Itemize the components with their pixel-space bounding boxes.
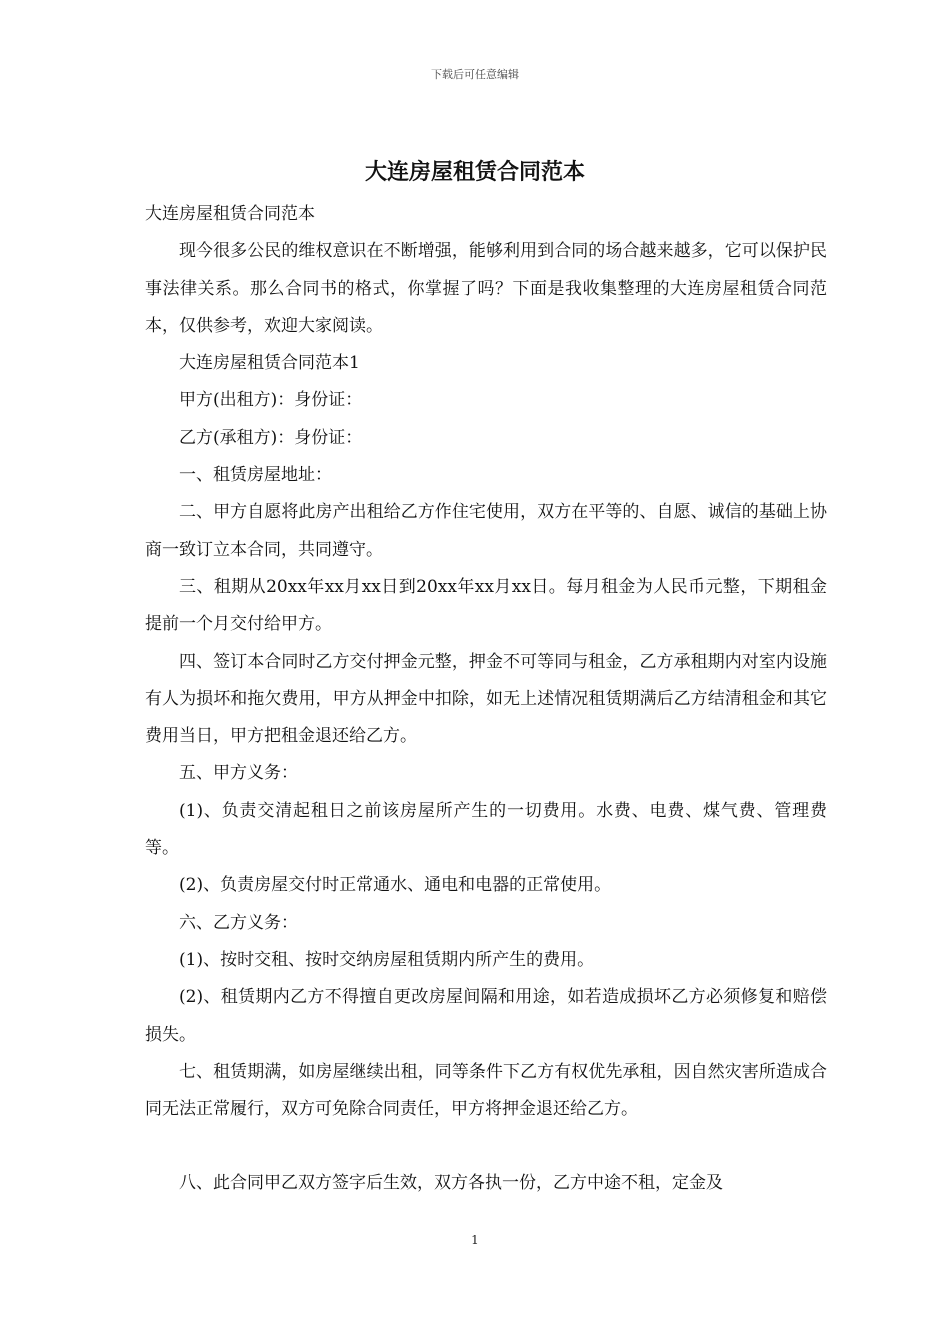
intro-paragraph: 现今很多公民的维权意识在不断增强，能够利用到合同的场合越来越多，它可以保护民事法律关系。那么合同书的格式，你掌握了吗？下面是我收集整理的大连房屋租赁合同范本，仅供参考，欢迎大家阅读。 [145, 241, 827, 336]
party-b-line: 乙方(承租方)：身份证： [179, 427, 363, 448]
clause-7: 七、租赁期满，如房屋继续出租，同等条件下乙方有权优先承租，因自然灾害所造成合同无法正常履行，双方可免除合同责任，甲方将押金退还给乙方。 [145, 1061, 827, 1120]
clause-2: 二、甲方自愿将此房产出租给乙方作住宅使用，双方在平等的、自愿、诚信的基础上协商一致订立本合同，共同遵守。 [145, 502, 827, 560]
party-a-line: 甲方(出租方)：身份证： [179, 390, 363, 411]
page-number: 1 [471, 1233, 479, 1247]
clause-6-item-2: (2)、租赁期内乙方不得擅自更改房屋间隔和用途，如若造成损坏乙方必须修复和赔偿损失。 [145, 987, 827, 1045]
clause-5-item-2: (2)、负责房屋交付时正常通水、通电和电器的正常使用。 [179, 875, 612, 896]
clause-5-heading: 五、甲方义务： [179, 763, 298, 784]
clause-4: 四、签订本合同时乙方交付押金元整，押金不可等同与租金，乙方承租期内对室内设施有人为损坏和拖欠费用，甲方从押金中扣除，如无上述情况租赁期满后乙方结清租金和其它费用当日，甲方把租金退还给乙方。 [145, 651, 827, 747]
clause-5-item-1: (1)、负责交清起租日之前该房屋所产生的一切费用。水费、电费、煤气费、管理费等。 [145, 800, 827, 859]
document-title: 大连房屋租赁合同范本 [364, 160, 585, 185]
header-note: 下载后可任意编辑 [431, 68, 519, 81]
clause-6-item-1: (1)、按时交租、按时交纳房屋租赁期内所产生的费用。 [179, 949, 595, 970]
subtitle-paragraph: 大连房屋租赁合同范本 [145, 204, 315, 224]
clause-3: 三、租期从20xx年xx月xx日到20xx年xx月xx日。每月租金为人民币元整，下期租金提前一个月交付给甲方。 [145, 576, 827, 635]
clause-6-heading: 六、乙方义务： [179, 912, 298, 933]
contract-heading: 大连房屋租赁合同范本1 [179, 353, 360, 374]
document-body [145, 196, 827, 1203]
clause-8: 八、此合同甲乙双方签字后生效，双方各执一份，乙方中途不租，定金及 [179, 1173, 723, 1194]
clause-1: 一、租赁房屋地址： [179, 465, 332, 486]
